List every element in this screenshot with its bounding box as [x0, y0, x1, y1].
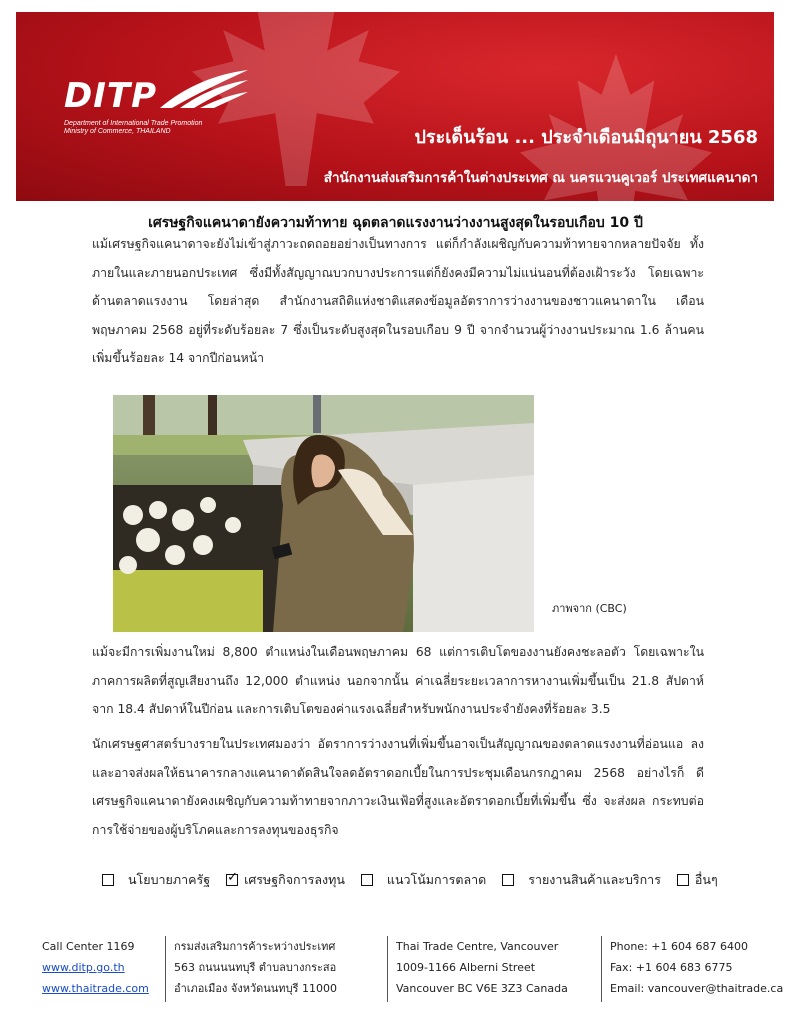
category-label-policy: นโยบายภาครัฐ — [128, 872, 211, 887]
category-economy[interactable] — [226, 870, 345, 890]
checkbox-other[interactable] — [677, 874, 689, 886]
footer — [0, 936, 791, 1006]
checkbox-economy[interactable] — [226, 870, 238, 886]
article-photo — [113, 395, 534, 632]
category-market-trend[interactable] — [361, 870, 486, 890]
category-label-other: อื่นๆ — [694, 872, 718, 887]
link-thaitrade[interactable]: www.thaitrade.com — [42, 982, 149, 995]
category-policy[interactable] — [102, 870, 210, 890]
logo-sub-line1: Department of International Trade Promotion — [64, 120, 203, 127]
category-product-report[interactable] — [502, 870, 661, 890]
dept-line1: กรมส่งเสริมการค้าระหว่างประเทศ — [174, 940, 336, 953]
link-ditp[interactable]: www.ditp.go.th — [42, 961, 125, 974]
article-headline: เศรษฐกิจแคนาดายังความท้าทาย ฉุดตลาดแรงงานว่างงานสูงสุดในรอบเกือบ 10 ปี — [148, 215, 643, 231]
office-line3: Vancouver BC V6E 3Z3 Canada — [396, 982, 568, 995]
article-paragraph-1: แม้เศรษฐกิจแคนาดาจะยังไม่เข้าสู่ภาวะถดถอยอย่างเป็นทางการ แต่ก็กำลังเผชิญกับความท้าทายจากหลายปัจจัย ทั้งภายในและภายนอกประเทศ ซึ่งมีทั้งสัญญาณบวกบางประการแต่ก็ยังคงมีความไม่แน่นอนที่ต้องเฝ้าระวัง โดยเฉพาะด้านตลาดแรงงาน โดยล่าสุด สำนักงานสถิติแห่งชาติแสดงข้อมูลอัตราการว่างงานของชาวแคนาดาใน เดือนพฤษภาคม 2568 อยู่ที่ระดับร้อยละ 7 ซึ่งเป็นระดับสูงสุดในรอบเกือบ 9 ปี จากจำนวนผู้ว่างงานประมาณ 1.6 ล้านคน เพิ่มขึ้นร้อยละ 14 จากปีก่อนหน้า — [92, 237, 704, 365]
article-paragraph-3: นักเศรษฐศาสตร์บางรายในประเทศมองว่า อัตราการว่างงานที่เพิ่มขึ้นอาจเป็นสัญญาณของตลาดแรงงานที่อ่อนแอ ลง และอาจส่งผลให้ธนาคารกลางแคนาดาตัดสินใจลดอัตราดอกเบี้ยในการประชุมเดือนกรกฎาคม 2568 อย่างไรก็ ดี เศรษฐกิจแคนาดายังคงเผชิญกับความท้าทายจากภาวะเงินเฟ้อที่สูงและอัตราดอกเบี้ยที่เพิ่มขึ้น ซึ่ง จะส่งผล กระทบต่อการใช้จ่ายของผู้บริโภคและการลงทุนของธุรกิจ — [92, 737, 704, 837]
logo-sub-line2: Ministry of Commerce, THAILAND — [64, 128, 171, 135]
footer-divider — [165, 936, 166, 1002]
fax-number: Fax: +1 604 683 6775 — [610, 961, 733, 974]
photo-caption: ภาพจาก (CBC) — [552, 602, 627, 615]
logo-subtitle — [64, 120, 202, 136]
category-label-market-trend: แนวโน้มการตลาด — [386, 872, 487, 887]
checkbox-market-trend[interactable] — [361, 874, 373, 886]
header-banner — [16, 12, 774, 201]
footer-divider — [601, 936, 602, 1002]
checkbox-policy[interactable] — [102, 874, 114, 886]
footer-divider — [387, 936, 388, 1002]
footer-phone — [610, 936, 783, 999]
article-paragraph-2: แม้จะมีการเพิ่มงานใหม่ 8,800 ตำแหน่งในเดือนพฤษภาคม 68 แต่การเติบโตของงานยังคงชะลอตัว โดยเฉพาะใน ภาคการผลิตที่สูญเสียงานถึง 12,000 ตำแหน่ง นอกจากนั้น ค่าเฉลี่ยระยะเวลาการหางานเพิ่มขึ้นเป็น 21.8 สัปดาห์จาก 18.4 สัปดาห์ในปีก่อน และการเติบโตของค่าแรงเฉลี่ยสำหรับพนักงานประจำยังคงที่ร้อยละ 3.5 — [92, 645, 704, 716]
dept-line2: 563 ถนนนนทบุรี ตำบลบางกระสอ — [174, 961, 337, 974]
category-other[interactable] — [677, 870, 718, 890]
phone-number: Phone: +1 604 687 6400 — [610, 940, 748, 953]
category-label-economy: เศรษฐกิจการลงทุน — [244, 872, 345, 887]
logo-text: DITP — [64, 76, 157, 116]
footer-office — [396, 936, 568, 999]
email-address: Email: vancouver@thaitrade.ca — [610, 982, 784, 995]
category-label-product-report: รายงานสินค้าและบริการ — [528, 872, 661, 887]
checkmark-icon: ✓ — [227, 870, 238, 885]
logo-swoosh-icon — [156, 68, 252, 112]
banner-subtitle: สำนักงานส่งเสริมการค้าในต่างประเทศ ณ นครแวนคูเวอร์ ประเทศแคนาดา — [323, 170, 758, 186]
office-line2: 1009-1166 Alberni Street — [396, 961, 536, 974]
banner-title: ประเด็นร้อน ... ประจำเดือนมิถุนายน 2568 — [414, 127, 758, 148]
footer-department — [174, 936, 337, 999]
call-center: Call Center 1169 — [42, 940, 135, 953]
footer-contact — [42, 936, 149, 999]
ditp-logo — [64, 76, 254, 156]
checkbox-product-report[interactable] — [502, 874, 514, 886]
dept-line3: อำเภอเมือง จังหวัดนนทบุรี 11000 — [174, 982, 337, 995]
office-line1: Thai Trade Centre, Vancouver — [396, 940, 559, 953]
category-checklist — [102, 870, 734, 890]
